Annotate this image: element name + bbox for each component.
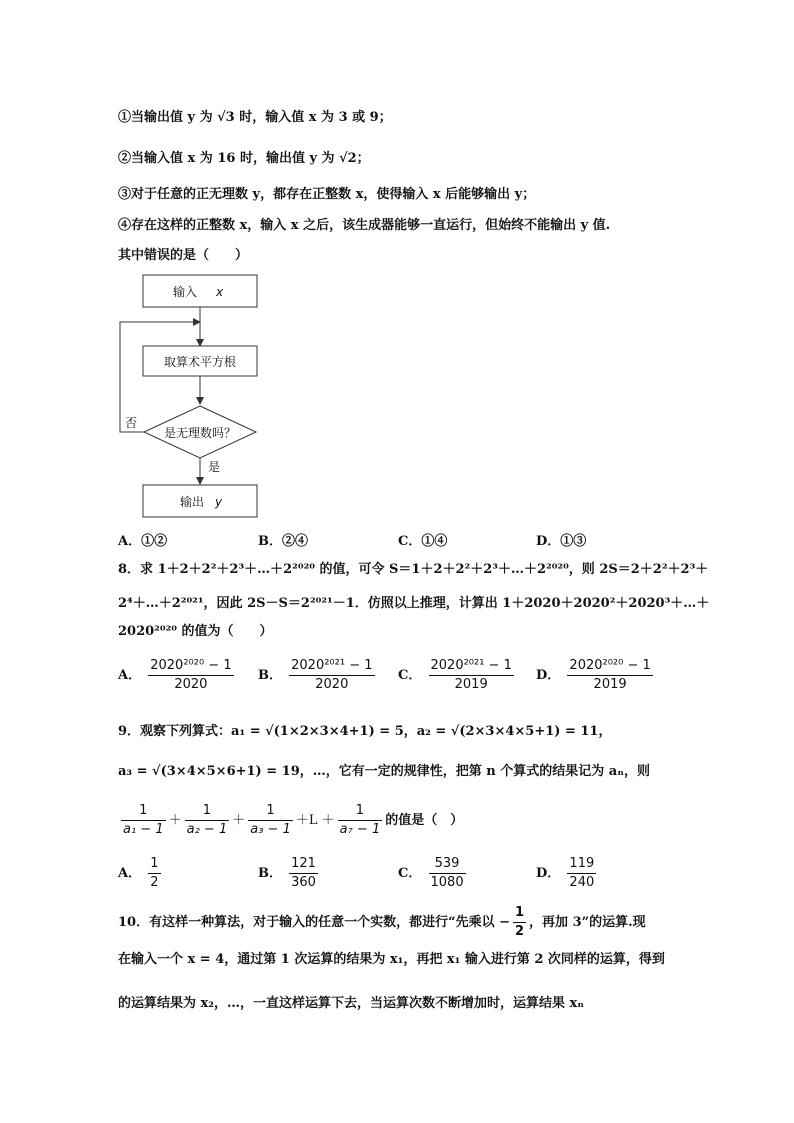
q8-option-a-num: 2020²⁰²⁰ − 1 [148, 658, 233, 676]
q8-option-c-num: 2020²⁰²¹ − 1 [429, 658, 514, 676]
flowchart-input-var: x [216, 285, 224, 299]
question-7-prompt: 其中错误的是（ ） [118, 248, 249, 263]
q8-option-c [398, 658, 517, 693]
q9-option-c-num: 539 [429, 856, 466, 874]
q9-option-a-den: 2 [150, 875, 159, 890]
q9-option-d [536, 856, 599, 891]
flowchart-output-var: y [215, 495, 223, 509]
q9-option-b [258, 856, 321, 891]
flowchart-no-label: 否 [125, 416, 138, 430]
q9-option-b-label: B． [258, 866, 282, 881]
q9-term-7-num: 1 [338, 803, 383, 821]
q8-option-d-den: 2019 [593, 677, 627, 692]
q8-line-1: 8．求 1＋2＋2²＋2³＋…＋2²⁰²⁰ 的值，可令 S＝1＋2＋2²＋2³＋…＋2²⁰²⁰，则 2S＝2＋2²＋2³＋ [118, 562, 709, 577]
q8-option-a [118, 658, 237, 693]
q8-option-b-den: 2020 [315, 677, 349, 692]
statement-2: ②当输入值 x 为 16 时，输出值 y 为 √2； [118, 151, 370, 166]
q9-term-3-num: 1 [248, 803, 293, 821]
q9-option-a [118, 856, 164, 891]
q10-frac-den: 2 [515, 924, 525, 939]
flowchart-input-box [143, 275, 257, 307]
q9-option-c-den: 1080 [430, 875, 464, 890]
q9-option-a-label: A． [118, 866, 142, 881]
q9-line-1: 9．观察下列算式：a₁ = √(1×2×3×4+1) = 5，a₂ = √(2×3×4×5+1) = 11， [118, 724, 612, 739]
q9-term-1-den: a₁ − 1 [123, 822, 164, 837]
q9-option-c [398, 856, 469, 891]
statement-1: ①当输出值 y 为 √3 时，输入值 x 为 3 或 9； [118, 110, 392, 125]
q9-ellipsis: ＋L ＋ [295, 813, 335, 828]
q9-option-d-label: D． [536, 866, 561, 881]
q8-line-2: 2⁴＋…＋2²⁰²¹，因此 2S－S＝2²⁰²¹－1．仿照以上推理，计算出 1＋2020＋2020²＋2020³＋…＋ [118, 596, 710, 611]
q8-option-b-label: B． [258, 668, 282, 683]
q9-term-2-num: 1 [185, 803, 230, 821]
q10-line-1-pre: 10．有这样一种算法，对于输入的任意一个实数，都进行“先乘以 − [118, 915, 510, 930]
q9-option-c-label: C． [398, 866, 422, 881]
q8-option-c-label: C． [398, 668, 422, 683]
q9-tail: 的值是（ ） [385, 813, 464, 828]
q8-option-d-num: 2020²⁰²⁰ − 1 [567, 658, 652, 676]
q8-option-d-label: D． [536, 668, 561, 683]
q10-line-1-post: ，再加 3”的运算.现 [529, 915, 646, 930]
q9-option-a-num: 1 [148, 856, 160, 874]
q9-option-b-den: 360 [291, 875, 316, 890]
flowchart-output-label: 输出 [179, 495, 205, 509]
q9-option-d-num: 119 [567, 856, 596, 874]
q7-option-b: B．②④ [258, 534, 308, 549]
statement-4: ④存在这样的正整数 x，输入 x 之后，该生成器能够一直运行，但始终不能输出 y 值. [118, 218, 611, 233]
q8-option-c-den: 2019 [454, 677, 488, 692]
q10-frac-num: 1 [513, 905, 526, 923]
q7-option-a: A．①② [118, 534, 168, 549]
q8-option-b [258, 658, 378, 693]
q7-option-d: D．①③ [536, 534, 587, 549]
q7-option-c: C．①④ [398, 534, 448, 549]
q9-term-2-den: a₂ − 1 [186, 822, 228, 837]
flowchart [110, 270, 280, 522]
flowchart-input-label: 输入 [172, 285, 198, 299]
q8-option-a-den: 2020 [174, 677, 208, 692]
q9-option-d-den: 240 [569, 875, 595, 890]
q9-term-3-den: a₃ − 1 [250, 822, 291, 837]
q10-line-2: 在输入一个 x = 4，通过第 1 次运算的结果为 x₁，再把 x₁ 输入进行第 2 次同样的运算，得到 [118, 952, 665, 967]
q8-option-b-num: 2020²⁰²¹ − 1 [289, 658, 374, 676]
q9-term-7-den: a₇ − 1 [339, 822, 381, 837]
q9-option-b-num: 121 [289, 856, 318, 874]
flowchart-decision-label: 是无理数吗？ [163, 426, 237, 440]
q10-line-1 [118, 904, 646, 942]
q8-option-a-label: A． [118, 668, 142, 683]
q8-line-3: 2020²⁰²⁰ 的值为（ ） [118, 624, 273, 639]
flowchart-yes-label: 是 [208, 460, 221, 474]
statement-3: ③对于任意的正无理数 y，都存在正整数 x，使得输入 x 后能够输出 y； [118, 187, 536, 202]
flowchart-process-label: 取算术平方根 [163, 355, 237, 369]
q9-line-2: a₃ = √(3×4×5×6+1) = 19，…，它有一定的规律性，把第 n 个算式的结果记为 aₙ，则 [118, 764, 650, 779]
q9-term-1-num: 1 [121, 803, 166, 821]
q8-option-d [536, 658, 656, 693]
q10-line-3: 的运算结果为 x₂，…，一直这样运算下去，当运算次数不断增加时，运算结果 xₙ [118, 996, 584, 1011]
q9-line-3: $\frac{1}{\text{a₁ − 1}}$ ＋ $\frac{1}{\text{a₂ − 1}}$ ＋ $\frac{1}{\text{a₃ − 1}}$ ＋L ＋ $\frac{1}{\text{a₇ − 1}}$ 的值是（ ） [123, 803, 464, 837]
